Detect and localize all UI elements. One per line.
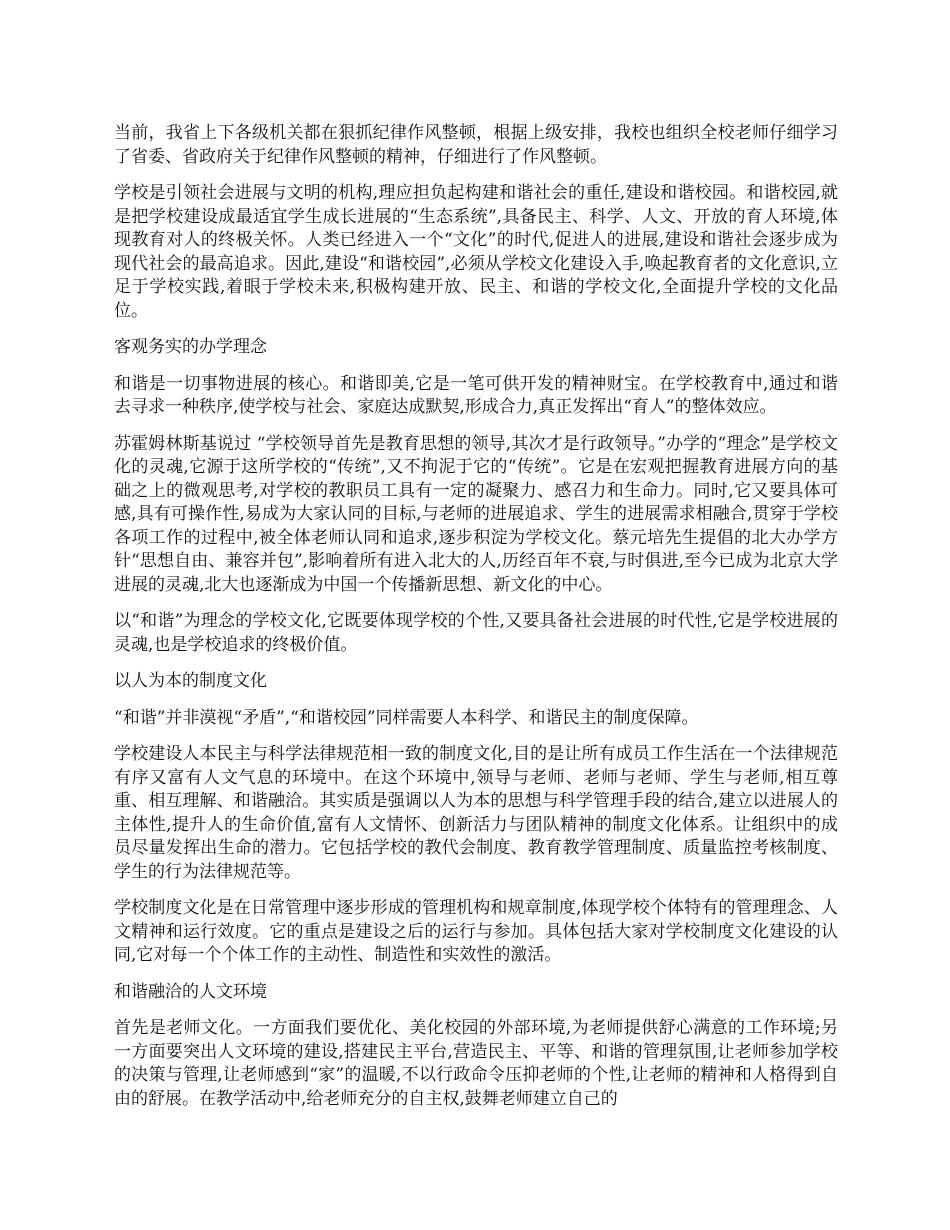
section-heading-institutional-culture: 以人为本的制度文化 [114, 671, 267, 691]
paragraph-intro: 当前，我省上下各级机关都在狠抓纪律作风整顿，根据上级安排，我校也组织全校老师仔细学习了省委、省政府关于纪律作风整顿的精神，仔细进行了作风整顿。 [114, 123, 838, 167]
paragraph-harmony-culture: 以“和谐”为理念的学校文化,它既要体现学校的个性,又要具备社会进展的时代性,它是学校进展的灵魂,也是学校追求的终极价值。 [114, 611, 838, 655]
paragraph-teacher-culture: 首先是老师文化。一方面我们要优化、美化校园的外部环境,为老师提供舒心满意的工作环境;另一方面要突出人文环境的建设,搭建民主平台,营造民主、平等、和谐的管理氛围,让老师参加学校的决策与管理,让老师感到“家”的温暖,不以行政命令压抑老师的个性,让老师的精神和人格得到自由的舒展。在教学活动中,给老师充分的自主权,鼓舞老师建立自己的 [114, 1018, 838, 1109]
paragraph-harmonious-campus: 学校是引领社会进展与文明的机构,理应担负起构建和谐社会的重任,建设和谐校园。和谐校园,就是把学校建设成最适宜学生成长进展的“生态系统”,具备民主、科学、人文、开放的育人环境,体现教育对人的终极关怀。人类已经进入一个“文化”的时代,促进人的进展,建设和谐社会逐步成为现代社会的最高追求。因此,建设“和谐校园”,必须从学校文化建设入手,唤起教育者的文化意识,立足于学校实践,着眼于学校未来,积极构建开放、民主、和谐的学校文化,全面提升学校的文化品位。 [114, 183, 838, 321]
paragraph-harmony-contradiction: “和谐”并非漠视“矛盾”,“和谐校园”同样需要人本科学、和谐民主的制度保障。 [114, 707, 699, 728]
paragraph-sukhomlinsky: 苏霍姆林斯基说过 “学校领导首先是教育思想的领导,其次才是行政领导。”办学的“理念”是学校文化的灵魂,它源于这所学校的“传统”,又不拘泥于它的“传统”。它是在宏观把握教育进展方向的基础之上的微观思考,对学校的教职员工具有一定的凝聚力、感召力和生命力。同时,它又要具体可感,具有可操作性,易成为大家认同的目标,与老师的进展追求、学生的进展需求相融合,贯穿于学校各项工作的过程中,被全体老师认同和追求,逐步积淀为学校文化。蔡元培先生提倡的北大办学方针“思想自由、兼容并包”,影响着所有进入北大的人,历经百年不衰,与时俱进,至今已成为北京大学进展的灵魂,北大也逐渐成为中国一个传播新思想、新文化的中心。 [114, 433, 838, 595]
section-heading-school-philosophy: 客观务实的办学理念 [114, 337, 267, 357]
paragraph-management-culture: 学校制度文化是在日常管理中逐步形成的管理机构和规章制度,体现学校个体特有的管理理念、人文精神和运行效度。它的重点是建设之后的运行与参加。具体包括大家对学校制度文化建设的认同,它对每一个个体工作的主动性、制造性和实效性的激活。 [114, 898, 838, 965]
paragraph-institutional-system: 学校建设人本民主与科学法律规范相一致的制度文化,目的是让所有成员工作生活在一个法律规范有序又富有人文气息的环境中。在这个环境中,领导与老师、老师与老师、学生与老师,相互尊重、相互理解、和谐融洽。其实质是强调以人为本的思想与科学管理手段的结合,建立以进展人的主体性,提升人的生命价值,富有人文情怀、创新活力与团队精神的制度文化体系。让组织中的成员尽量发挥出生命的潜力。它包括学校的教代会制度、教育教学管理制度、质量监控考核制度、学生的行为法律规范等。 [114, 744, 838, 882]
paragraph-harmony-core: 和谐是一切事物进展的核心。和谐即美,它是一笔可供开发的精神财宝。在学校教育中,通过和谐去寻求一种秩序,使学校与社会、家庭达成默契,形成合力,真正发挥出“育人”的整体效应。 [114, 373, 838, 417]
section-heading-humanistic-environment: 和谐融洽的人文环境 [114, 981, 267, 1002]
document-body [114, 122, 838, 1124]
